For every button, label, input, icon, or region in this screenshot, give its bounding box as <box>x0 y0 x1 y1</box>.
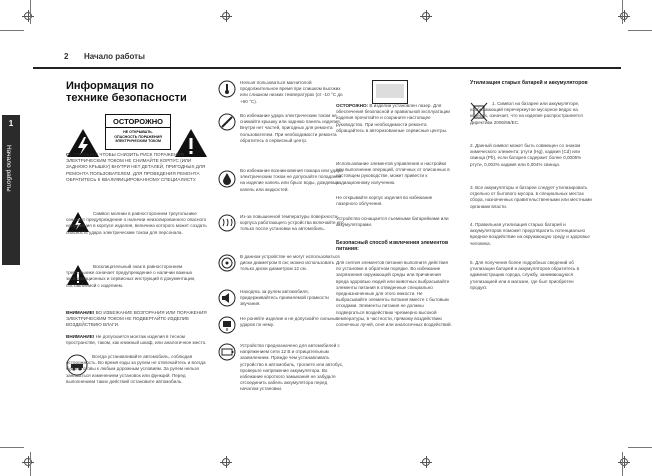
registration-mark <box>420 10 432 22</box>
crop-mark <box>622 0 623 24</box>
caution-heading: ОСТОРОЖНО <box>106 115 170 128</box>
batteries-included-text: Устройство оснащается съемными батарейками или аккумуляторами. <box>336 216 449 228</box>
screwdriver-icon <box>218 113 236 131</box>
registration-mark <box>22 10 34 22</box>
heat-icon <box>218 214 236 232</box>
disc-size-text: В данном устройстве не могут использоваться диски диаметром 8 см; можно использовать только диски диаметром 12 см. <box>240 254 340 272</box>
page-number: 2 <box>64 52 69 61</box>
crop-mark <box>30 0 31 24</box>
crop-mark <box>628 30 652 31</box>
caution-text: НЕ ОТКРЫВАТЬ. ОПАСНОСТЬ ПОРАЖЕНИЯ ЭЛЕКТРИЧЕСКИМ ТОКОМ <box>114 130 162 144</box>
caution-paragraph: ОСТОРОЖНО: ЧТОБЫ СНИЗИТЬ РИСК ПОРАЖЕНИЯ ЭЛЕКТРИЧЕСКИМ ТОКОМ НЕ СНИМАЙТЕ КОРПУС (ИЛИ ЗАДНЮЮ КРЫШКУ) ВНУТРИ НЕТ ДЕТАЛЕЙ, ПРИГОДНЫХ ДЛЯ РЕМОНТА ПОЛЬЗОВАТЕЛЕМ. ДЛЯ ПРОВЕДЕНИЯ РЕМОНТА ОБРАТИТЕСЬ К КВАЛИФИЦИРОВАННОМУ СПЕЦИАЛИСТУ. <box>66 152 206 182</box>
battery-removal-heading: Безопасный способ извлечения элементов питания: <box>336 240 449 253</box>
caution-box <box>105 114 171 150</box>
exclamation-symbol-text: Восклицательный знак в равностороннем треугольнике означает предупреждение о наличии важных эксплуатационных и сервисных инструкций в документации, поставляемой с изделием. <box>66 264 196 288</box>
disposal-item-2: 2. Данный символ может быть совмещен со знаком химического элемента: ртути (Hg), кадмия (Cd) или свинца (Pb), если батарея содержит более 0,0005% ртути, 0,002% кадмия или 0,004% свинца. <box>470 143 582 167</box>
battery-removal-text: Для снятия элементов питания выполните действия по установке в обратном порядке. Во избежание загрязнения окружающей среды или причинения вреда здоровью людей или животных выбрасывайте элементы питания в отведенные специально предназначенные для этого емкости. Не выбрасывайте элементы питания вместе с бытовым отходами. Элементы питания не должны подвергаться воздействию чрезмерно высокой температуры, в частности, прямому воздействию солнечных лучей, огня или аналогичных воздействий. <box>336 260 452 328</box>
crop-mark <box>30 452 31 476</box>
disposal-item-1: 1. Символ на батарее или аккумуляторе, изображающий перечеркнутое мусорное ведро на колесах, означает, что на изделие распространяется Директива 2006/66/ЕС. <box>470 101 583 125</box>
water-warning-text: Во избежание возникновения пожара или удара электрическим током не допускайте попадания на изделие капель или брызг воды, дождевых капель или жидкостей. <box>240 168 343 192</box>
water-drop-icon <box>218 170 236 188</box>
moisture-warning: ВНИМАНИЕ! ВО ИЗБЕЖАНИЕ ВОЗГОРАНИЯ ИЛИ ПОРАЖЕНИЯ ЭЛЕКТРИЧЕСКИМ ТОКОМ НЕ ПОДВЕРГАЙТЕ ИЗДЕЛИЕ ВОЗДЕЙСТВИЮ ВЛАГИ. <box>66 310 207 328</box>
cover-warning-text: Во избежание удара электрическим током не снимайте крышку или заднюю панель изделия. Внутри нет частей, пригодных для ремонта пользователем. При необходимости ремонта обратитесь в сервисный центр. <box>240 113 341 143</box>
registration-mark <box>618 456 630 468</box>
disposal-item-5: 5. Для получения более подробных сведений об утилизации батарей и аккумуляторов обратитесь в администрацию города, службу, занимающуюся утилизацией или в магазин, где был приобретен продукт. <box>470 260 580 290</box>
voltage-text: Устройство предназначено для автомобилей с напряжением сети 12 В и отрицательным заземлением. Прежде чем устанавливать устройство в автомобиль, трогаете или автобус, проверьте напряжение аккумулятора. Во избежание короткого замыкания не забудьте отсоединить кабель аккумулятора перед началом установки. <box>240 343 344 392</box>
disposal-heading: Утилизация старых батарей и аккумуляторов <box>470 80 588 86</box>
thermometer-icon <box>218 80 236 98</box>
side-tab <box>2 115 20 265</box>
section-title: Начало работы <box>84 52 145 61</box>
driving-safety-text: Всегда устанавливайте автомобиль, соблюдая осторожность. Во время езды за рулем не отвлекайтесь и всегда будьте готовы к любым дорожным условиям. За рулем нельзя заниматься изменением установок или функций. Перед выполнением таких действий остановите автомобиль. <box>66 354 206 384</box>
registration-mark <box>220 10 232 22</box>
page-title: Информация по технике безопасности <box>66 80 187 104</box>
side-tab-label: Начало работы <box>5 145 12 192</box>
crop-mark <box>622 452 623 476</box>
drop-icon <box>218 316 236 334</box>
installation-warning: ВНИМАНИЕ! Не допускается монтаж изделия в тесном пространстве, таком, как книжный шкаф, или аналогичное место. <box>66 334 207 346</box>
crop-mark <box>0 30 24 31</box>
controls-warning-text: Использование элементов управления и настройки или выполнение операций, отличных от описанных в настоящем руководстве, может привести к радиационному излучению. <box>336 161 450 185</box>
laser-label-icon <box>372 80 408 104</box>
registration-mark <box>618 10 630 22</box>
disc-icon <box>218 254 236 272</box>
crop-mark <box>628 447 652 448</box>
heat-warning-text: Из-за повышенной температуры поверхности корпуса работающего устройства включайте его только после установки на автомобиль. <box>240 214 344 232</box>
disposal-item-3: 3. Все аккумуляторы и батареи следует утилизировать отдельно от бытового мусора, в специальных местах сбора, назначенных правительственными или местными органами власти. <box>470 185 592 209</box>
disposal-item-4: 4. Правильная утилизация старых батарей и аккумуляторов поможет предотвратить потенциально вредное воздействие на окружающую среду и здоровье человека. <box>470 222 590 246</box>
battery-voltage-icon <box>218 343 236 361</box>
header-rule <box>33 67 621 69</box>
registration-mark <box>420 456 432 468</box>
registration-mark <box>22 456 34 468</box>
laser-exposure-text: Не открывайте корпус изделия во избежание лазерного облучения. <box>336 195 433 207</box>
drop-warning-text: Не роняйте изделие и не допускайте сильных ударов по нему. <box>240 316 339 328</box>
laser-caution-text: ОСТОРОЖНО: В изделии установлен лазер. Для обеспечения безопасной и правильной эксплуатации изделия прочитайте и сохраните настоящее руководство. При необходимости ремонта обращайтесь в авторизованные сервисные центры. <box>336 103 450 133</box>
crop-mark <box>0 447 24 448</box>
lightning-symbol-text: Символ молнии в равностороннем треугольнике означает предупреждение о наличии неизолированного опасного напряжения в корпусе изделия, величина которого может создать опасность удара электрическим током для персонала. <box>66 211 207 235</box>
temperature-text: Нельзя пользоваться магнитолой продолжительное время при слишком высоких или слишком низких температурах (от -10 °C до +60 °C). <box>240 80 343 104</box>
registration-mark <box>220 456 232 468</box>
volume-icon <box>218 289 236 307</box>
volume-text: Находясь за рулем автомобиля, придерживайтесь приемлемой громкости звучания. <box>240 289 329 307</box>
side-tab-number: 1 <box>8 119 14 128</box>
